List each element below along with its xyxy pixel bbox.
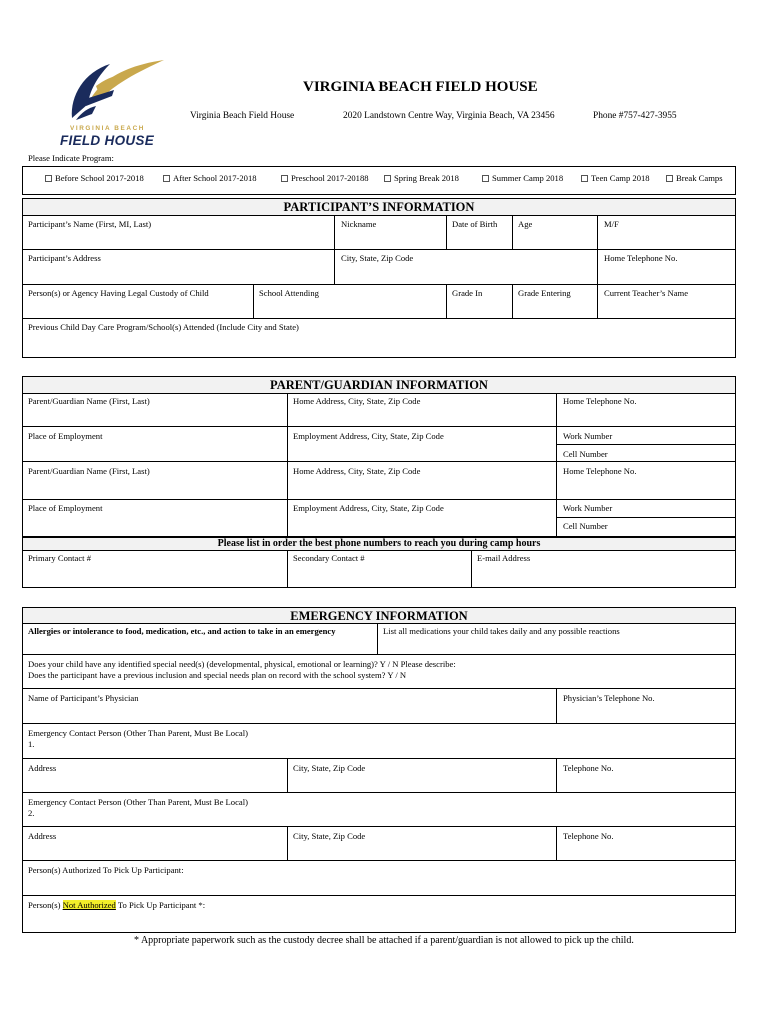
- program-option-before-school[interactable]: Before School 2017-2018: [45, 173, 144, 183]
- participant-section: [22, 215, 736, 358]
- physician-name-field[interactable]: Name of Participant’s Physician: [28, 693, 139, 703]
- participant-section-heading: PARTICIPANT’S INFORMATION: [22, 198, 736, 216]
- parent1-employment-field[interactable]: Place of Employment: [28, 431, 103, 441]
- org-phone: Phone #757-427-3955: [593, 111, 677, 121]
- participant-city-field[interactable]: City, State, Zip Code: [341, 253, 414, 263]
- program-option-summer-camp[interactable]: Summer Camp 2018: [482, 173, 563, 183]
- emergency-contact1-address-field[interactable]: Address: [28, 763, 57, 773]
- parent1-home-address-field[interactable]: Home Address, City, State, Zip Code: [293, 396, 421, 406]
- participant-name-field[interactable]: Participant’s Name (First, MI, Last): [28, 219, 152, 229]
- logo: [52, 56, 170, 148]
- inclusion-plan-question[interactable]: Does the participant have a previous inclusion and special needs plan on record with the school system? Y / N: [28, 670, 407, 680]
- page-title: VIRGINIA BEACH FIELD HOUSE: [303, 79, 538, 95]
- not-authorized-suffix: To Pick Up Participant *:: [117, 900, 206, 910]
- program-option-break-camps[interactable]: Break Camps: [666, 173, 723, 183]
- emergency-contact2-phone-field[interactable]: Telephone No.: [563, 831, 614, 841]
- parent2-home-phone-field[interactable]: Home Telephone No.: [563, 466, 637, 476]
- parent-section-heading: PARENT/GUARDIAN INFORMATION: [22, 376, 736, 394]
- grade-in-field[interactable]: Grade In: [452, 288, 483, 298]
- program-option-teen-camp[interactable]: Teen Camp 2018: [581, 173, 650, 183]
- program-option-preschool[interactable]: Preschool 2017-20188: [281, 173, 369, 183]
- checkbox-icon[interactable]: [281, 175, 288, 182]
- physician-phone-field[interactable]: Physician’s Telephone No.: [563, 693, 655, 703]
- parent1-work-number-field[interactable]: Work Number: [563, 431, 613, 441]
- allergies-field[interactable]: Allergies or intolerance to food, medication, etc., and action to take in an emergency: [28, 626, 336, 636]
- checkbox-icon[interactable]: [163, 175, 170, 182]
- logo-top-text: VIRGINIA BEACH: [69, 125, 146, 132]
- special-needs-question[interactable]: Does your child have any identified special need(s) (developmental, physical, emotional or learning)? Y / N Please describe:: [28, 659, 456, 669]
- date-of-birth-field[interactable]: Date of Birth: [452, 219, 498, 229]
- secondary-contact-field[interactable]: Secondary Contact #: [293, 553, 365, 563]
- parent2-work-number-field[interactable]: Work Number: [563, 503, 613, 513]
- emergency-contact2-number: 2.: [28, 808, 35, 818]
- checkbox-icon[interactable]: [482, 175, 489, 182]
- emergency-contact2-city-field[interactable]: City, State, Zip Code: [293, 831, 366, 841]
- program-prompt: Please Indicate Program:: [28, 153, 114, 163]
- parent2-home-address-field[interactable]: Home Address, City, State, Zip Code: [293, 466, 421, 476]
- not-authorized-prefix: Person(s): [28, 900, 61, 910]
- checkbox-icon[interactable]: [384, 175, 391, 182]
- medications-field[interactable]: List all medications your child takes daily and any possible reactions: [383, 626, 620, 636]
- parent1-home-phone-field[interactable]: Home Telephone No.: [563, 396, 637, 406]
- participant-home-phone-field[interactable]: Home Telephone No.: [604, 253, 678, 263]
- parent1-cell-number-field[interactable]: Cell Number: [563, 449, 608, 459]
- emergency-contact1-city-field[interactable]: City, State, Zip Code: [293, 763, 366, 773]
- org-name: Virginia Beach Field House: [190, 111, 295, 121]
- age-field[interactable]: Age: [518, 219, 533, 229]
- emergency-contact1-phone-field[interactable]: Telephone No.: [563, 763, 614, 773]
- authorized-pickup-field[interactable]: Person(s) Authorized To Pick Up Participant:: [28, 865, 184, 875]
- email-address-field[interactable]: E-mail Address: [477, 553, 531, 563]
- grade-entering-field[interactable]: Grade Entering: [518, 288, 571, 298]
- parent2-employment-field[interactable]: Place of Employment: [28, 503, 103, 513]
- checkbox-icon[interactable]: [45, 175, 52, 182]
- nickname-field[interactable]: Nickname: [341, 219, 377, 229]
- school-attending-field[interactable]: School Attending: [259, 288, 319, 298]
- program-option-after-school[interactable]: After School 2017-2018: [163, 173, 257, 183]
- parent1-employment-address-field[interactable]: Employment Address, City, State, Zip Code: [293, 431, 444, 441]
- org-address: 2020 Landstown Centre Way, Virginia Beach, VA 23456: [343, 111, 555, 121]
- field-house-logo-mark: [52, 56, 170, 126]
- emergency-contact2-address-field[interactable]: Address: [28, 831, 57, 841]
- phone-contacts-heading: Please list in order the best phone numbers to reach you during camp hours: [22, 537, 736, 551]
- parent2-cell-number-field[interactable]: Cell Number: [563, 521, 608, 531]
- previous-programs-field[interactable]: Previous Child Day Care Program/School(s) Attended (Include City and State): [28, 322, 299, 332]
- parent2-employment-address-field[interactable]: Employment Address, City, State, Zip Code: [293, 503, 444, 513]
- emergency-contact1-number: 1.: [28, 739, 35, 749]
- checkbox-icon[interactable]: [666, 175, 673, 182]
- primary-contact-field[interactable]: Primary Contact #: [28, 553, 92, 563]
- logo-main-text: FIELD HOUSE: [59, 133, 155, 148]
- checkbox-icon[interactable]: [581, 175, 588, 182]
- gender-field[interactable]: M/F: [604, 219, 619, 229]
- phone-contacts-section: [22, 550, 736, 588]
- parent1-name-field[interactable]: Parent/Guardian Name (First, Last): [28, 396, 150, 406]
- program-option-spring-break[interactable]: Spring Break 2018: [384, 173, 459, 183]
- legal-custody-field[interactable]: Person(s) or Agency Having Legal Custody of Child: [28, 288, 209, 298]
- custody-footnote: * Appropriate paperwork such as the custody decree shall be attached if a parent/guardian is not allowed to pick up the child.: [134, 935, 634, 946]
- emergency-contact1-field[interactable]: Emergency Contact Person (Other Than Parent, Must Be Local): [28, 728, 248, 738]
- emergency-contact2-field[interactable]: Emergency Contact Person (Other Than Parent, Must Be Local): [28, 797, 248, 807]
- emergency-section-heading: EMERGENCY INFORMATION: [22, 607, 736, 624]
- participant-address-field[interactable]: Participant’s Address: [28, 253, 101, 263]
- not-authorized-pickup-field[interactable]: [28, 900, 205, 910]
- parent2-name-field[interactable]: Parent/Guardian Name (First, Last): [28, 466, 150, 476]
- not-authorized-highlight: Not Authorized: [62, 900, 116, 910]
- parent-section: [22, 393, 736, 537]
- teacher-name-field[interactable]: Current Teacher’s Name: [604, 288, 689, 298]
